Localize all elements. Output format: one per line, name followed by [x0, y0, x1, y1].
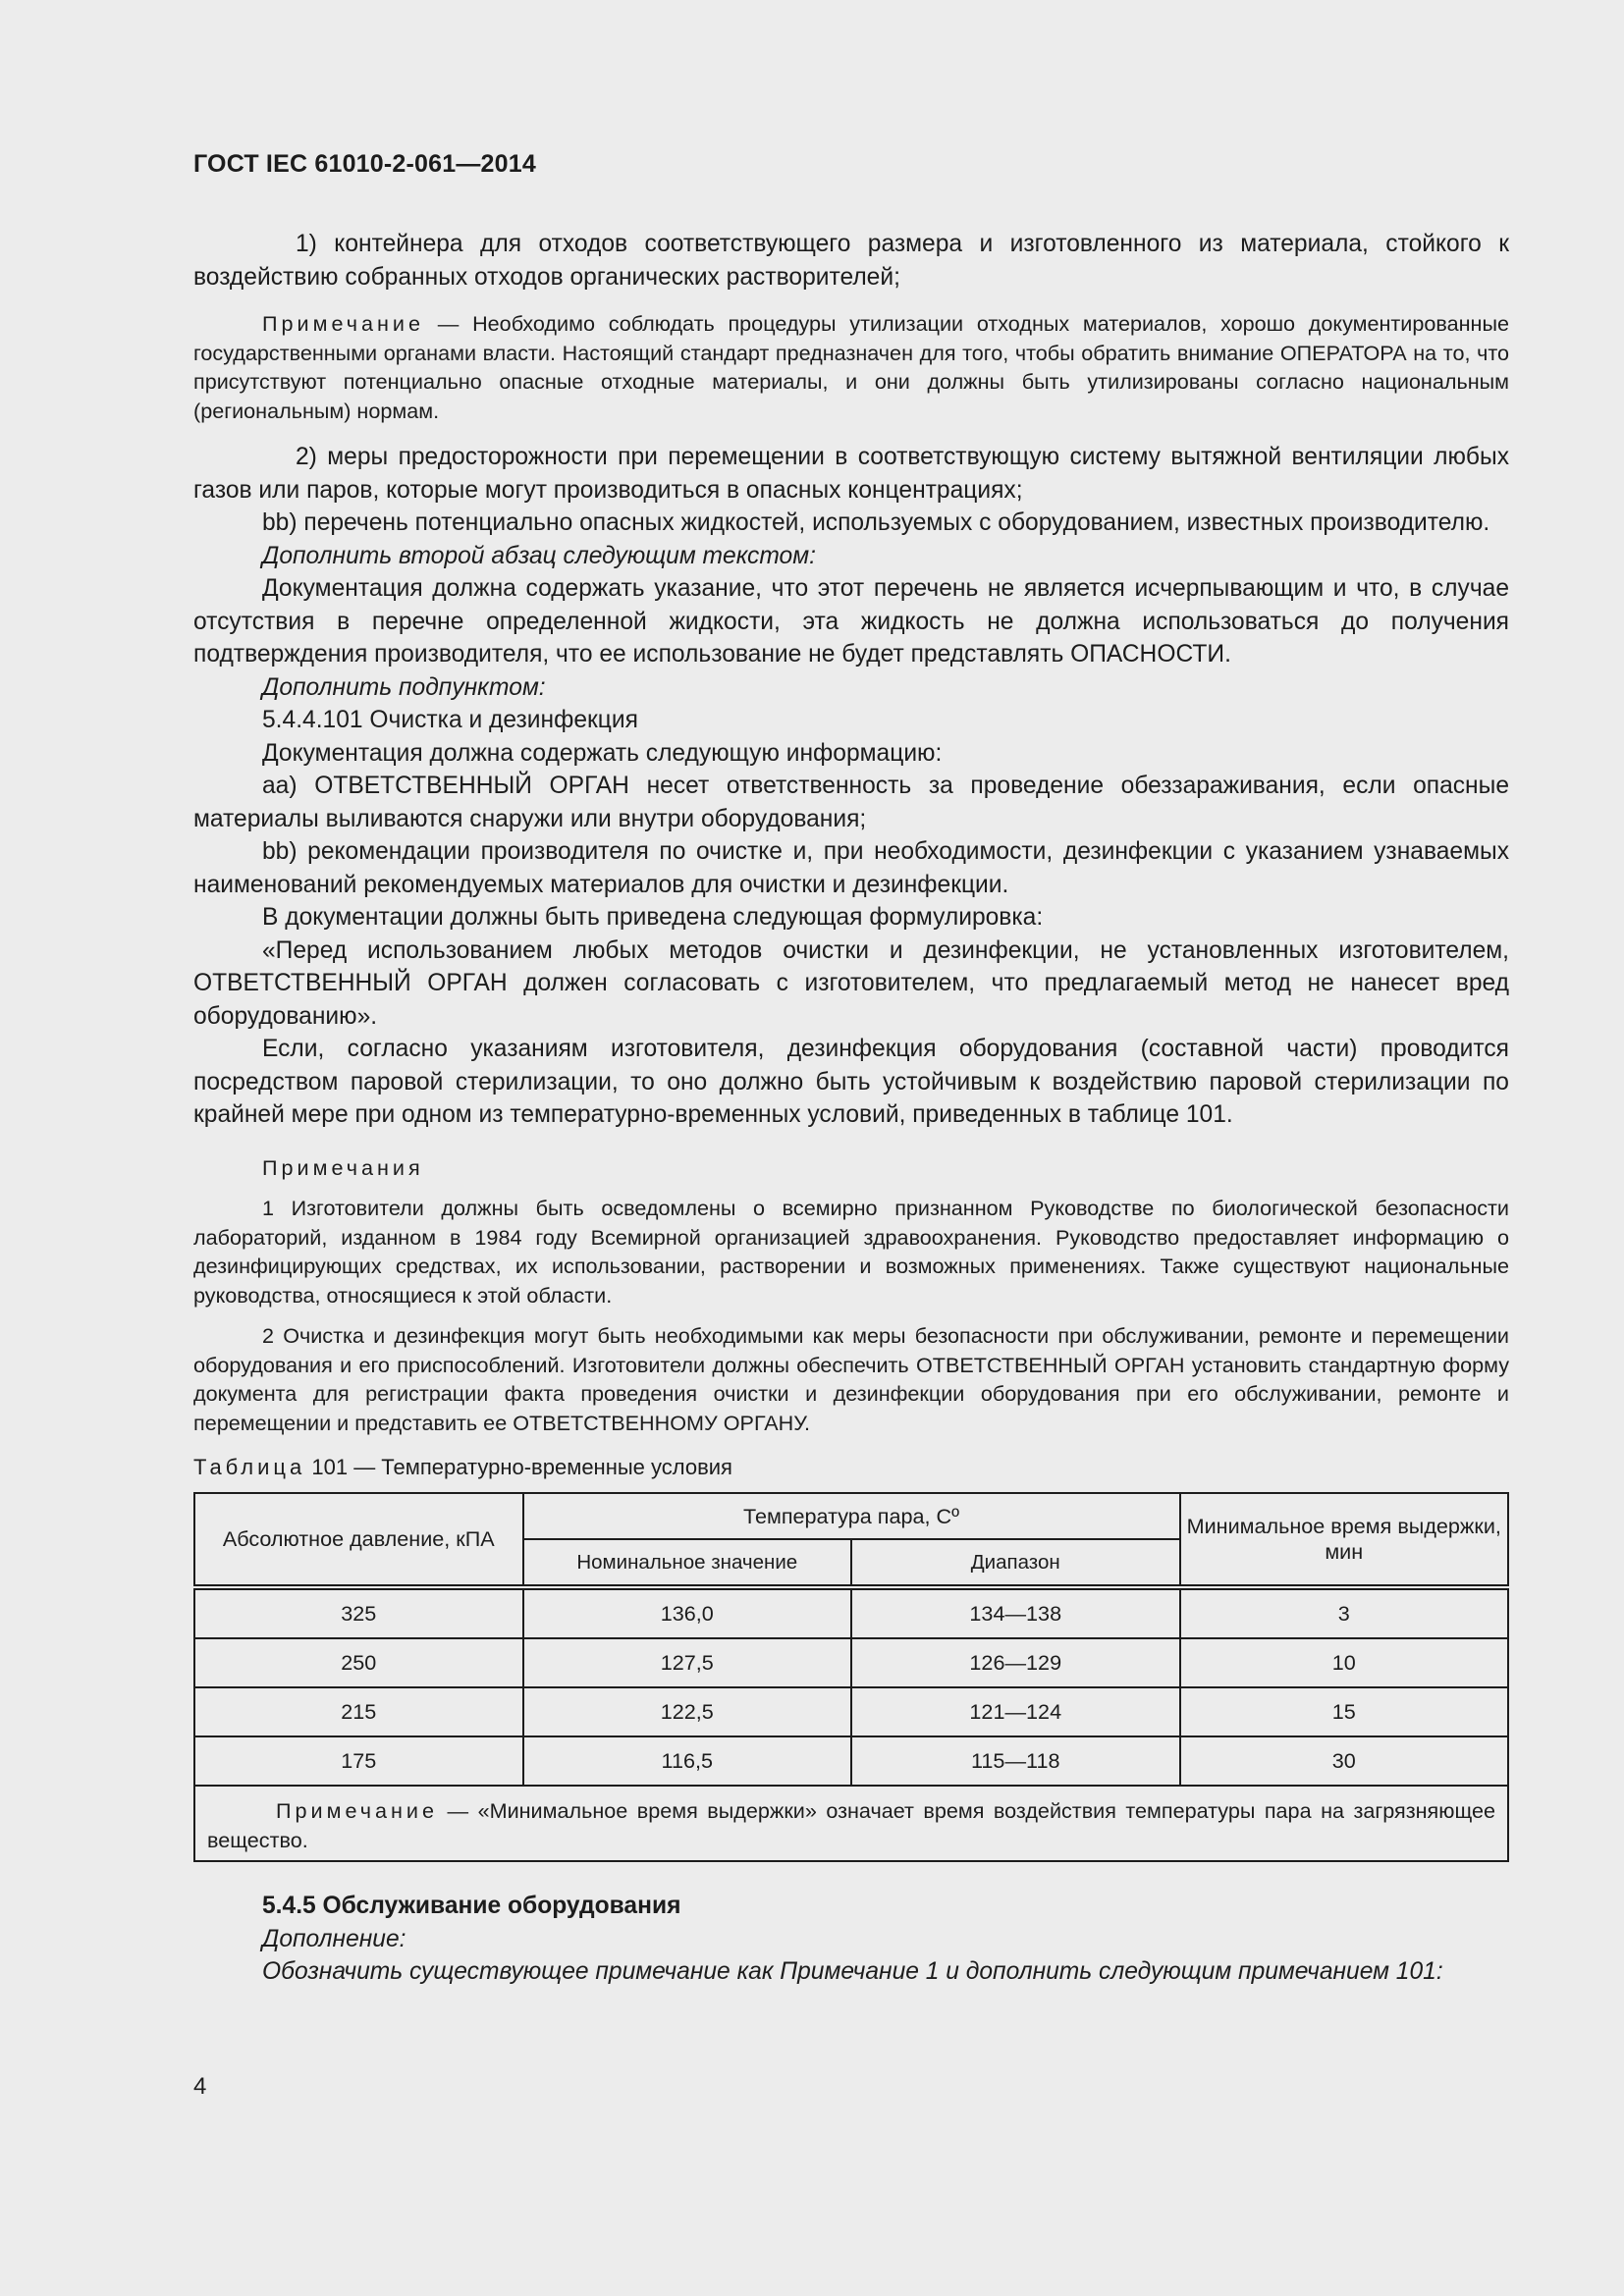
paragraph-sterilization: Если, согласно указаниям изготовителя, дезинфекция оборудования (составной части) проводится посредством паровой стерилизации, то оно должно быть устойчивым к воздействию паровой стерилизации по крайней мере при одном из температурно-временных условий, приведенных в таблице 101. — [193, 1036, 1509, 1128]
cell-pressure: 175 — [194, 1736, 523, 1786]
cell-time: 30 — [1180, 1736, 1509, 1786]
paragraph-liquids-list: bb) перечень потенциально опасных жидкостей, используемых с оборудованием, известных производителю. — [262, 509, 1490, 536]
instruction-add-text: Дополнить второй абзац следующим текстом: — [262, 542, 816, 569]
note-label: Примечание — [262, 311, 424, 336]
note-1: 1 Изготовители должны быть осведомлены о всемирно признанном Руководстве по биологической безопасности лабораторий, изданном в 1984 году Всемирной организацией здравоохранения. Руководство предоставляет информацию о дезинфицирующих средствах, их использовании, растворении и возможных применениях. Также существуют национальные руководства, относящиеся к этой области. — [193, 1196, 1509, 1308]
cell-pressure: 250 — [194, 1638, 523, 1687]
table-caption — [193, 1453, 1509, 1482]
cell-range: 126—129 — [851, 1638, 1180, 1687]
table-row — [194, 1687, 1508, 1736]
cell-nominal: 122,5 — [523, 1687, 852, 1736]
table-note-label: Примечание — [276, 1798, 438, 1823]
paragraph-documentation-list: Документация должна содержать указание, что этот перечень не является исчерпывающим и что, в случае отсутствия в перечне определенной жидкости, эта жидкость не должна использоваться до получения подтверждения производителя, что ее использование не будет представлять ОПАСНОСТИ. — [193, 575, 1509, 667]
header-min-time: Минимальное время выдержки, мин — [1180, 1493, 1509, 1587]
cell-time: 15 — [1180, 1687, 1509, 1736]
paragraph-doc-info: Документация должна содержать следующую информацию: — [262, 739, 943, 767]
header-range: Диапазон — [851, 1539, 1180, 1587]
header-temperature-group: Температура пара, Cº — [523, 1493, 1180, 1539]
note-waste-disposal — [193, 309, 1509, 425]
document-page — [193, 147, 1509, 1989]
section-addition: Дополнение: — [262, 1925, 406, 1952]
note-2: 2 Очистка и дезинфекция могут быть необходимыми как меры безопасности при обслуживании, ремонте и перемещении оборудования и его приспособлений. Изготовители должны обеспечить ОТВЕТСТВЕННЫЙ ОРГАН установить стандартную форму документа для регистрации факта проведения очистки и дезинфекции оборудования при его обслуживании, ремонте и перемещении и представить ее ОТВЕТСТВЕННОМУ ОРГАНУ. — [193, 1323, 1509, 1435]
cell-nominal: 136,0 — [523, 1587, 852, 1638]
page-number: 4 — [193, 2073, 207, 2100]
list-item-aa: aa) ОТВЕТСТВЕННЫЙ ОРГАН несет ответственность за проведение обеззараживания, если опасные материалы выливаются снаружи или внутри оборудования; — [193, 773, 1509, 832]
header-pressure: Абсолютное давление, кПА — [194, 1493, 523, 1587]
subclause-title: 5.4.4.101 Очистка и дезинфекция — [262, 707, 638, 733]
header-nominal: Номинальное значение — [523, 1539, 852, 1587]
section-title: 5.4.5 Обслуживание оборудования — [262, 1893, 681, 1919]
cell-range: 115—118 — [851, 1736, 1180, 1786]
instruction-add-subclause: Дополнить подпунктом: — [262, 673, 546, 701]
cell-time: 10 — [1180, 1638, 1509, 1687]
paragraph-container-item: 1) контейнера для отходов соответствующего размера и изготовленного из материала, стойкого к воздействию собранных отходов органических растворителей; — [193, 231, 1509, 291]
cell-nominal: 116,5 — [523, 1736, 852, 1786]
table-caption-text: 101 — Температурно-временные условия — [305, 1455, 732, 1479]
list-item-bb: bb) рекомендации производителя по очистке и, при необходимости, дезинфекции с указанием узнаваемых наименований рекомендуемых материалов для очистки и дезинфекции. — [193, 838, 1509, 898]
cell-time: 3 — [1180, 1587, 1509, 1638]
table-note — [194, 1786, 1508, 1861]
temperature-time-table — [193, 1492, 1509, 1862]
table-row — [194, 1638, 1508, 1687]
section-instruction: Обозначить существующее примечание как Примечание 1 и дополнить следующим примечанием 101: — [262, 1958, 1443, 1985]
document-header: ГОСТ IEC 61010-2-061—2014 — [193, 150, 536, 178]
cell-nominal: 127,5 — [523, 1638, 852, 1687]
cell-range: 121—124 — [851, 1687, 1180, 1736]
notes-label: Примечания — [262, 1154, 424, 1180]
cell-range: 134—138 — [851, 1587, 1180, 1638]
note-text: — Необходимо соблюдать процедуры утилизации отходных материалов, хорошо документированные государственными органами власти. Настоящий стандарт предназначен для того, чтобы обратить внимание ОПЕРАТОРА на то, что присутствуют потенциально опасные отходные материалы, и они должны быть утилизированы согласно национальным (региональным) нормам. — [193, 311, 1509, 423]
table-note-row — [194, 1786, 1508, 1861]
paragraph-quote: «Перед использованием любых методов очистки и дезинфекции, не установленных изготовителем, ОТВЕТСТВЕННЫЙ ОРГАН должен согласовать с изготовителем, что предлагаемый метод не нанесет вред оборудованию». — [193, 936, 1509, 1030]
paragraph-ventilation-item: 2) меры предосторожности при перемещении в соответствующую систему вытяжной вентиляции любых газов или паров, которые могут производиться в опасных концентрациях; — [193, 444, 1509, 504]
table-caption-label: Таблица — [193, 1455, 306, 1479]
table-row — [194, 1736, 1508, 1786]
cell-pressure: 215 — [194, 1687, 523, 1736]
table-row — [194, 1587, 1508, 1638]
paragraph-wording: В документации должны быть приведена следующая формулировка: — [262, 904, 1044, 931]
table-note-text: — «Минимальное время выдержки» означает время воздействия температуры пара на загрязняющее вещество. — [207, 1798, 1495, 1852]
cell-pressure: 325 — [194, 1587, 523, 1638]
